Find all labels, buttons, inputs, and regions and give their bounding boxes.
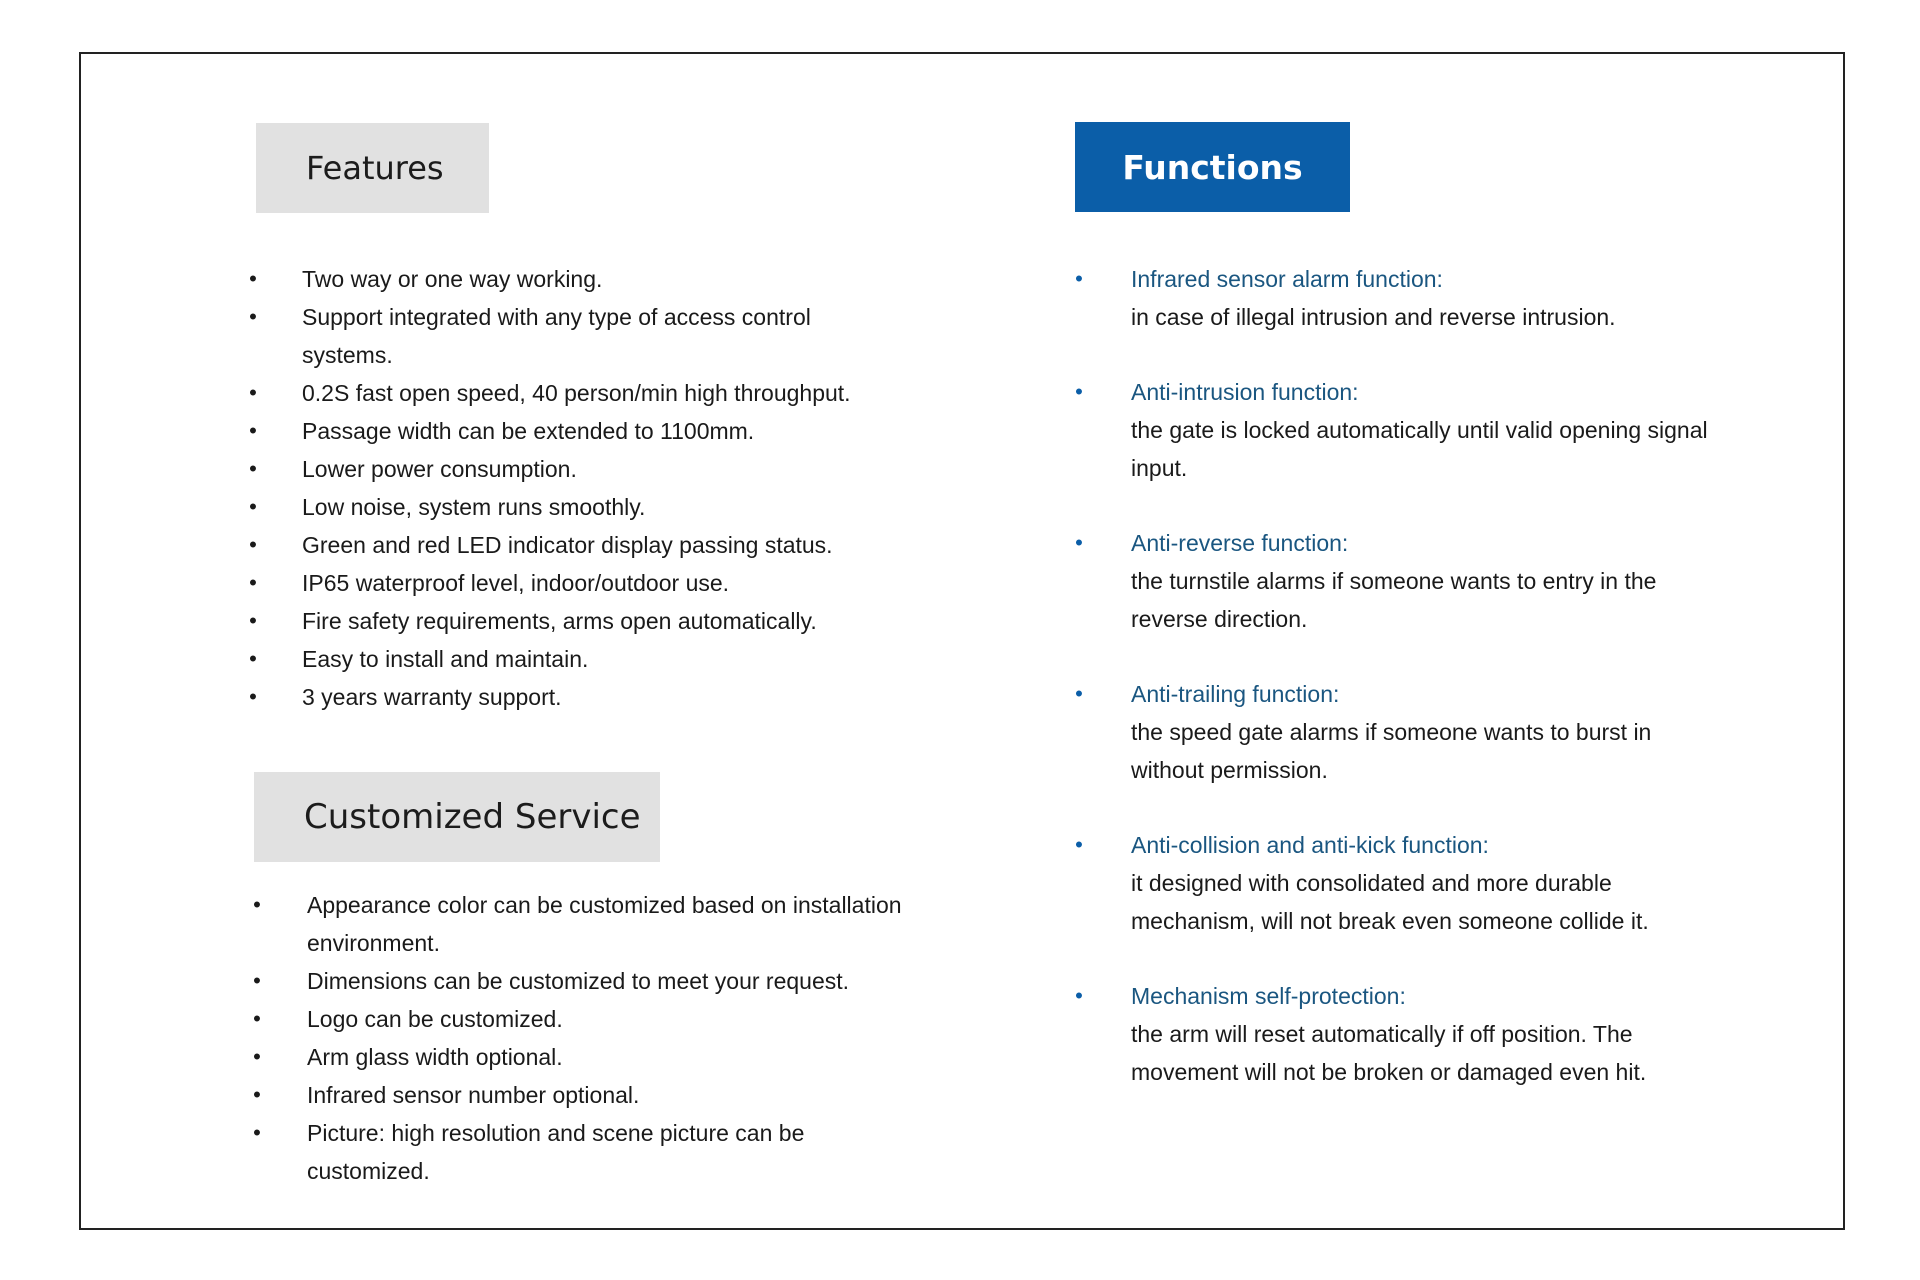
function-item — [1075, 524, 1715, 638]
bullet-icon: • — [253, 968, 261, 993]
bullet-icon: • — [1075, 266, 1083, 291]
functions-heading-label: Functions — [1122, 147, 1303, 187]
bullet-icon: • — [1075, 379, 1083, 404]
bullet-icon: • — [249, 304, 257, 329]
bullet-icon: • — [249, 646, 257, 671]
list-item: • Low noise, system runs smoothly. — [247, 488, 907, 526]
list-item: • Appearance color can be customized based on installation environment. — [251, 886, 911, 962]
bullet-icon: • — [1075, 832, 1083, 857]
bullet-icon: • — [1075, 983, 1083, 1008]
functions-heading — [1075, 122, 1350, 212]
features-heading-label: Features — [306, 149, 444, 187]
function-description: in case of illegal intrusion and reverse intrusion. — [1131, 304, 1616, 330]
function-item — [1075, 260, 1715, 336]
list-item: • 0.2S fast open speed, 40 person/min high throughput. — [247, 374, 907, 412]
bullet-icon: • — [249, 494, 257, 519]
bullet-icon: • — [249, 570, 257, 595]
list-item: • IP65 waterproof level, indoor/outdoor use. — [247, 564, 907, 602]
bullet-icon: • — [249, 456, 257, 481]
bullet-icon: • — [253, 1082, 261, 1107]
bullet-icon: • — [253, 1044, 261, 1069]
list-item: • Green and red LED indicator display passing status. — [247, 526, 907, 564]
features-heading — [256, 123, 489, 213]
content-frame — [79, 52, 1845, 1230]
bullet-icon: • — [1075, 681, 1083, 706]
function-item — [1075, 373, 1715, 487]
customized-service-heading — [254, 772, 660, 862]
function-item — [1075, 826, 1715, 940]
function-title: Anti-reverse function: — [1131, 530, 1349, 556]
function-description: the arm will reset automatically if off position. The movement will not be broken or damaged even hit. — [1131, 1021, 1647, 1085]
function-description: it designed with consolidated and more durable mechanism, will not break even someone collide it. — [1131, 870, 1649, 934]
customized-service-heading-label: Customized Service — [304, 797, 641, 837]
function-title: Mechanism self-protection: — [1131, 983, 1406, 1009]
list-item: • Fire safety requirements, arms open automatically. — [247, 602, 907, 640]
functions-list — [1075, 260, 1715, 1128]
bullet-icon: • — [1075, 530, 1083, 555]
list-item: • Picture: high resolution and scene picture can be customized. — [251, 1114, 911, 1190]
bullet-icon: • — [253, 1006, 261, 1031]
bullet-icon: • — [249, 418, 257, 443]
function-item — [1075, 675, 1715, 789]
function-description: the turnstile alarms if someone wants to entry in the reverse direction. — [1131, 568, 1657, 632]
bullet-icon: • — [249, 684, 257, 709]
bullet-icon: • — [253, 1120, 261, 1145]
list-item: • Lower power consumption. — [247, 450, 907, 488]
list-item: • Easy to install and maintain. — [247, 640, 907, 678]
function-title: Anti-intrusion function: — [1131, 379, 1359, 405]
list-item: • Two way or one way working. — [247, 260, 907, 298]
bullet-icon: • — [249, 608, 257, 633]
function-description: the gate is locked automatically until valid opening signal input. — [1131, 417, 1708, 481]
function-item — [1075, 977, 1715, 1091]
features-list — [247, 260, 907, 716]
list-item: • Logo can be customized. — [251, 1000, 911, 1038]
list-item: • Dimensions can be customized to meet your request. — [251, 962, 911, 1000]
list-item: • Passage width can be extended to 1100mm. — [247, 412, 907, 450]
list-item: • Arm glass width optional. — [251, 1038, 911, 1076]
list-item: • Infrared sensor number optional. — [251, 1076, 911, 1114]
bullet-icon: • — [253, 892, 261, 917]
function-title: Infrared sensor alarm function: — [1131, 266, 1443, 292]
function-description: the speed gate alarms if someone wants to burst in without permission. — [1131, 719, 1652, 783]
bullet-icon: • — [249, 380, 257, 405]
customized-service-list — [251, 886, 911, 1190]
function-title: Anti-trailing function: — [1131, 681, 1340, 707]
bullet-icon: • — [249, 266, 257, 291]
list-item: • 3 years warranty support. — [247, 678, 907, 716]
function-title: Anti-collision and anti-kick function: — [1131, 832, 1489, 858]
bullet-icon: • — [249, 532, 257, 557]
list-item: • Support integrated with any type of access control systems. — [247, 298, 907, 374]
